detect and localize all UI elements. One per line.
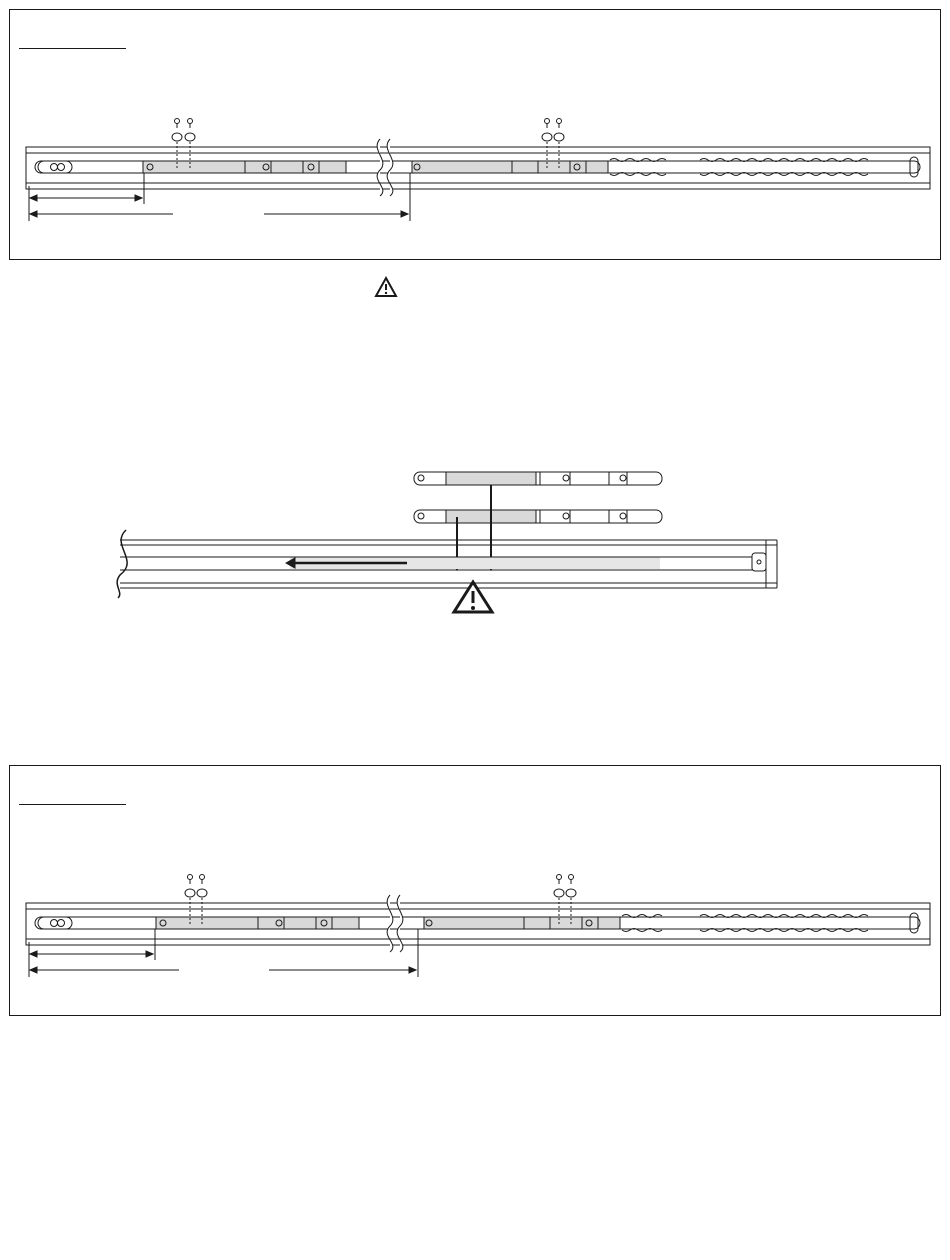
lower-assembly-panel xyxy=(9,765,941,1016)
lower-rail-drawing xyxy=(10,766,942,1017)
